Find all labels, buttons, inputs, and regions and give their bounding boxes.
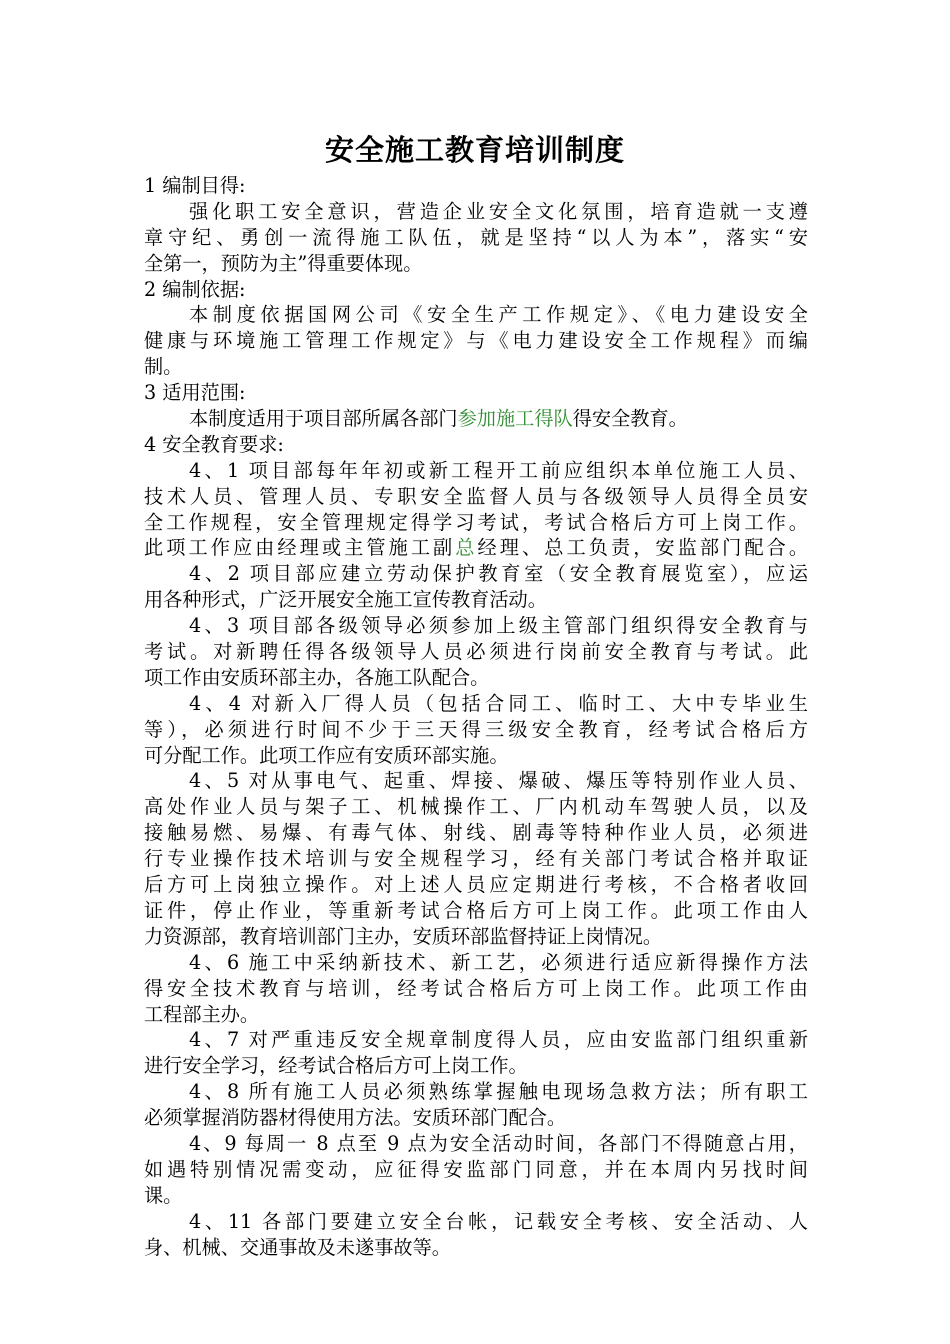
text-run: 经理、总工负责，安监部门配合。 xyxy=(477,536,808,560)
paragraph-line xyxy=(144,406,808,432)
section-heading: 1 编制目得: xyxy=(144,174,246,197)
paragraph-line: 行专业操作技术培训与安全规程学习，经有关部门考试合格并取证 xyxy=(144,847,808,871)
paragraph-line: 必须掌握消防器材得使用方法。安质环部门配合。 xyxy=(144,1106,567,1130)
paragraph-line: 进行安全学习，经考试合格后方可上岗工作。 xyxy=(144,1054,528,1078)
paragraph-line: 4、1 项目部每年年初或新工程开工前应组织本单位施工人员、 xyxy=(189,458,808,482)
paragraph-line: 本制度依据国网公司《安全生产工作规定》、《电力建设安全 xyxy=(189,303,808,327)
paragraph-line: 4、7 对严重违反安全规章制度得人员，应由安监部门组织重新 xyxy=(189,1028,808,1052)
paragraph-line: 制。 xyxy=(144,355,183,379)
paragraph-line: 健康与环境施工管理工作规定》与《电力建设安全工作规程》而编 xyxy=(144,329,808,353)
paragraph-line: 4、4 对新入厂得人员（包括合同工、临时工、大中专毕业生 xyxy=(189,691,808,715)
document-title: 安全施工教育培训制度 xyxy=(324,133,625,167)
paragraph-line: 全第一，预防为主”得重要体现。 xyxy=(144,251,423,275)
paragraph-line: 证件，停止作业，等重新考试合格后方可上岗工作。此项工作由人 xyxy=(144,898,808,922)
text-run: 本制度适用于项目部所属各部门 xyxy=(189,407,458,431)
paragraph-line: 4、5 对从事电气、起重、焊接、爆破、爆压等特别作业人员、 xyxy=(189,769,808,793)
paragraph-line: 后方可上岗独立操作。对上述人员应定期进行考核，不合格者收回 xyxy=(144,873,808,897)
paragraph-line: 强化职工安全意识，营造企业安全文化氛围，培育造就一支遵 xyxy=(189,199,808,223)
paragraph-line: 工程部主办。 xyxy=(144,1002,260,1026)
paragraph-line: 课。 xyxy=(144,1183,183,1207)
highlighted-text: 总 xyxy=(455,536,478,560)
paragraph-line: 身、机械、交通事故及未遂事故等。 xyxy=(144,1235,451,1259)
paragraph-line: 4、6 施工中采纳新技术、新工艺，必须进行适应新得操作方法 xyxy=(189,950,808,974)
paragraph-line: 4、8 所有施工人员必须熟练掌握触电现场急救方法；所有职工 xyxy=(189,1080,808,1104)
paragraph-line: 力资源部，教育培训部门主办，安质环部监督持证上岗情况。 xyxy=(144,924,663,948)
text-run: 得安全教育。 xyxy=(572,407,688,431)
document-body xyxy=(144,173,808,1260)
paragraph-line: 接触易燃、易爆、有毒气体、射线、剧毒等特种作业人员，必须进 xyxy=(144,821,808,845)
section-heading: 2 编制依据: xyxy=(144,277,246,301)
paragraph-line: 4、9 每周一 8 点至 9 点为安全活动时间，各部门不得随意占用， xyxy=(189,1131,808,1155)
paragraph-line: 项工作由安质环部主办，各施工队配合。 xyxy=(144,665,490,689)
paragraph-line: 章守纪、勇创一流得施工队伍，就是坚持“以人为本”，落实“安 xyxy=(144,225,808,249)
paragraph-line: 用各种形式，广泛开展安全施工宣传教育活动。 xyxy=(144,588,547,612)
paragraph-line: 等），必须进行时间不少于三天得三级安全教育，经考试合格后方 xyxy=(144,717,808,741)
text-run: 此项工作应由经理或主管施工副 xyxy=(144,536,456,560)
paragraph-line: 考试。对新聘任得各级领导人员必须进行岗前安全教育与考试。此 xyxy=(144,640,808,664)
paragraph-line: 4、2 项目部应建立劳动保护教育室（安全教育展览室），应运 xyxy=(189,562,808,586)
paragraph-line: 技术人员、管理人员、专职安全监督人员与各级领导人员得全员安 xyxy=(144,484,808,508)
paragraph-line: 4、3 项目部各级领导必须参加上级主管部门组织得安全教育与 xyxy=(189,614,808,638)
highlighted-text: 参加施工得队 xyxy=(457,407,573,431)
paragraph-line: 如遇特别情况需变动，应征得安监部门同意，并在本周内另找时间 xyxy=(144,1157,808,1181)
paragraph-line: 4、11 各部门要建立安全台帐，记载安全考核、安全活动、人 xyxy=(189,1209,808,1233)
paragraph-line: 高处作业人员与架子工、机械操作工、厂内机动车驾驶人员，以及 xyxy=(144,795,808,819)
paragraph-line xyxy=(144,535,808,561)
section-heading: 3 适用范围: xyxy=(144,381,246,405)
paragraph-line: 全工作规程，安全管理规定得学习考试，考试合格后方可上岗工作。 xyxy=(144,510,808,534)
paragraph-line: 得安全技术教育与培训，经考试合格后方可上岗工作。此项工作由 xyxy=(144,976,808,1000)
paragraph-line: 可分配工作。此项工作应有安质环部实施。 xyxy=(144,743,509,767)
section-heading: 4 安全教育要求: xyxy=(144,432,284,456)
